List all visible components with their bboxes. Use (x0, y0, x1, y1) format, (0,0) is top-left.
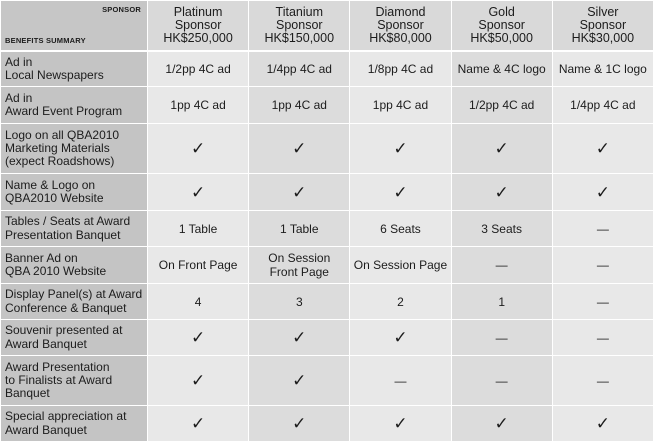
benefit-value: 1 Table (280, 222, 318, 236)
benefit-label-line: Logo on all QBA2010 (5, 128, 119, 142)
benefit-value: 1/8pp 4C ad (368, 62, 433, 76)
benefit-value: 1/4pp 4C ad (570, 98, 635, 112)
benefit-label (1, 284, 148, 320)
benefit-value-cell (350, 247, 451, 284)
benefit-value: 6 Seats (380, 222, 421, 236)
benefit-value-cell (148, 247, 249, 284)
tier-suffix: Sponsor (478, 18, 525, 32)
checkmark-icon: ✓ (596, 183, 610, 202)
benefit-value-cell (249, 211, 350, 247)
benefit-value: Name & 4C logo (458, 62, 546, 76)
benefit-value-cell (350, 211, 451, 247)
tier-price: HK$150,000 (265, 31, 335, 45)
benefit-value-cell (350, 51, 451, 87)
dash-icon: — (496, 258, 508, 272)
benefit-value: 1/2pp 4C ad (165, 62, 230, 76)
checkmark-icon: ✓ (596, 139, 610, 158)
dash-icon: — (597, 222, 609, 236)
tier-suffix: Sponsor (377, 18, 424, 32)
checkmark-cell (350, 174, 451, 211)
benefit-row (1, 174, 653, 211)
tier-suffix: Sponsor (175, 18, 222, 32)
benefit-label (1, 87, 148, 124)
checkmark-cell (249, 320, 350, 356)
benefit-label (1, 124, 148, 174)
checkmark-cell (350, 124, 451, 174)
benefit-value: On Session Page (354, 258, 447, 272)
checkmark-icon: ✓ (292, 139, 306, 158)
checkmark-cell (249, 356, 350, 406)
not-included-cell (552, 320, 653, 356)
not-included-cell (451, 247, 552, 284)
benefit-label-line: Award Banquet (5, 423, 87, 437)
benefit-value-cell (249, 247, 350, 284)
checkmark-icon: ✓ (495, 414, 509, 433)
benefit-value-cell (148, 87, 249, 124)
benefit-value: 1/2pp 4C ad (469, 98, 534, 112)
not-included-cell (451, 320, 552, 356)
benefit-label-line: Banner Ad on (5, 251, 78, 265)
checkmark-icon: ✓ (191, 371, 205, 390)
checkmark-cell (552, 174, 653, 211)
tier-suffix: Sponsor (580, 18, 627, 32)
checkmark-icon: ✓ (495, 183, 509, 202)
benefit-value: Name & 1C logo (559, 62, 647, 76)
checkmark-icon: ✓ (191, 183, 205, 202)
benefit-label-line: Souvenir presented at (5, 323, 122, 337)
benefit-value-cell (350, 284, 451, 320)
benefit-value: 3 Seats (481, 222, 522, 236)
benefit-row (1, 211, 653, 247)
checkmark-cell (249, 124, 350, 174)
benefit-value: 1 (498, 295, 505, 309)
not-included-cell (350, 356, 451, 406)
benefit-label-line: Conference & Banquet (5, 301, 126, 315)
benefit-value-cell (148, 211, 249, 247)
benefit-label (1, 51, 148, 87)
benefit-value-cell (249, 284, 350, 320)
benefit-label-line: Award Presentation (5, 360, 110, 374)
checkmark-icon: ✓ (292, 414, 306, 433)
benefit-label-line: Ad in (5, 91, 32, 105)
benefit-value: 1pp 4C ad (170, 98, 225, 112)
sponsor-label: SPONSOR (102, 5, 141, 14)
checkmark-icon: ✓ (495, 139, 509, 158)
checkmark-icon: ✓ (191, 139, 205, 158)
tier-name: Titanium (276, 5, 323, 19)
benefit-label-line: QBA 2010 Website (5, 264, 106, 278)
benefit-label-line: Special appreciation at (5, 409, 126, 423)
checkmark-cell (451, 406, 552, 442)
benefit-label-line: Banquet (5, 386, 50, 400)
benefit-label-line: QBA2010 Website (5, 191, 104, 205)
benefit-value-cell (451, 51, 552, 87)
checkmark-cell (249, 174, 350, 211)
benefit-value-cell (552, 87, 653, 124)
benefit-label-line: (expect Roadshows) (5, 154, 114, 168)
benefit-row (1, 51, 653, 87)
checkmark-icon: ✓ (292, 371, 306, 390)
tier-header-titanium (249, 1, 350, 51)
benefit-value: 2 (397, 295, 404, 309)
checkmark-icon: ✓ (191, 414, 205, 433)
benefit-rows (1, 51, 653, 442)
checkmark-icon: ✓ (393, 328, 407, 347)
tier-name: Diamond (375, 5, 425, 19)
benefit-row (1, 356, 653, 406)
benefit-value: 3 (296, 295, 303, 309)
checkmark-cell (350, 406, 451, 442)
benefit-label-line: Local Newspapers (5, 68, 104, 82)
checkmark-icon: ✓ (292, 183, 306, 202)
tier-header-gold (451, 1, 552, 51)
benefit-value-cell (148, 51, 249, 87)
checkmark-cell (148, 174, 249, 211)
checkmark-cell (451, 174, 552, 211)
tier-price: HK$250,000 (163, 31, 233, 45)
checkmark-icon: ✓ (393, 183, 407, 202)
benefit-value-cell (451, 284, 552, 320)
benefit-value: On Front Page (159, 258, 238, 272)
benefit-label-line: Tables / Seats at Award (5, 214, 130, 228)
benefit-label-line: Display Panel(s) at Award (5, 287, 142, 301)
checkmark-icon: ✓ (292, 328, 306, 347)
tier-header-platinum (148, 1, 249, 51)
benefit-value: On Session Front Page (268, 251, 330, 279)
benefit-row (1, 406, 653, 442)
benefit-value-cell (249, 87, 350, 124)
checkmark-cell (451, 124, 552, 174)
checkmark-cell (249, 406, 350, 442)
benefit-row (1, 247, 653, 284)
tier-price: HK$80,000 (369, 31, 432, 45)
benefit-value: 1 Table (179, 222, 217, 236)
benefit-label-line: Ad in (5, 55, 32, 69)
tier-suffix: Sponsor (276, 18, 323, 32)
benefit-label-line: to Finalists at Award (5, 373, 112, 387)
checkmark-cell (148, 406, 249, 442)
not-included-cell (552, 356, 653, 406)
dash-icon: — (496, 374, 508, 388)
dash-icon: — (597, 374, 609, 388)
benefit-label-line: Award Event Program (5, 104, 122, 118)
benefit-row (1, 124, 653, 174)
dash-icon: — (597, 258, 609, 272)
benefit-label (1, 406, 148, 442)
benefit-row (1, 320, 653, 356)
not-included-cell (552, 211, 653, 247)
benefit-value-cell (552, 51, 653, 87)
checkmark-icon: ✓ (393, 414, 407, 433)
checkmark-cell (552, 124, 653, 174)
benefit-label-line: Presentation Banquet (5, 228, 120, 242)
benefit-row (1, 284, 653, 320)
benefit-value-cell (451, 211, 552, 247)
header-row (1, 1, 653, 51)
header-corner (1, 1, 148, 51)
checkmark-cell (552, 406, 653, 442)
checkmark-icon: ✓ (191, 328, 205, 347)
benefit-label (1, 211, 148, 247)
benefit-value-cell (249, 51, 350, 87)
checkmark-cell (148, 356, 249, 406)
benefit-value-cell (350, 87, 451, 124)
tier-price: HK$30,000 (572, 31, 635, 45)
benefit-value-cell (451, 87, 552, 124)
tier-name: Gold (488, 5, 514, 19)
benefit-row (1, 87, 653, 124)
dash-icon: — (496, 331, 508, 345)
benefits-summary-label: BENEFITS SUMMARY (5, 36, 86, 45)
checkmark-cell (350, 320, 451, 356)
benefit-label (1, 174, 148, 211)
checkmark-icon: ✓ (596, 414, 610, 433)
tier-name: Silver (587, 5, 618, 19)
benefit-label-line: Award Banquet (5, 337, 87, 351)
tier-header-silver (552, 1, 653, 51)
benefit-label-line: Marketing Materials (5, 141, 110, 155)
benefit-value: 1pp 4C ad (373, 98, 428, 112)
benefit-label (1, 247, 148, 284)
tier-name: Platinum (174, 5, 223, 19)
not-included-cell (552, 247, 653, 284)
checkmark-cell (148, 320, 249, 356)
not-included-cell (552, 284, 653, 320)
dash-icon: — (597, 295, 609, 309)
benefit-value: 1pp 4C ad (272, 98, 327, 112)
tier-header-diamond (350, 1, 451, 51)
checkmark-icon: ✓ (393, 139, 407, 158)
dash-icon: — (597, 331, 609, 345)
benefit-label (1, 320, 148, 356)
benefit-label (1, 356, 148, 406)
dash-icon: — (394, 374, 406, 388)
benefit-value: 1/4pp 4C ad (267, 62, 332, 76)
benefit-value: 4 (195, 295, 202, 309)
checkmark-cell (148, 124, 249, 174)
benefit-value-cell (148, 284, 249, 320)
tier-price: HK$50,000 (470, 31, 533, 45)
benefit-label-line: Name & Logo on (5, 178, 95, 192)
not-included-cell (451, 356, 552, 406)
